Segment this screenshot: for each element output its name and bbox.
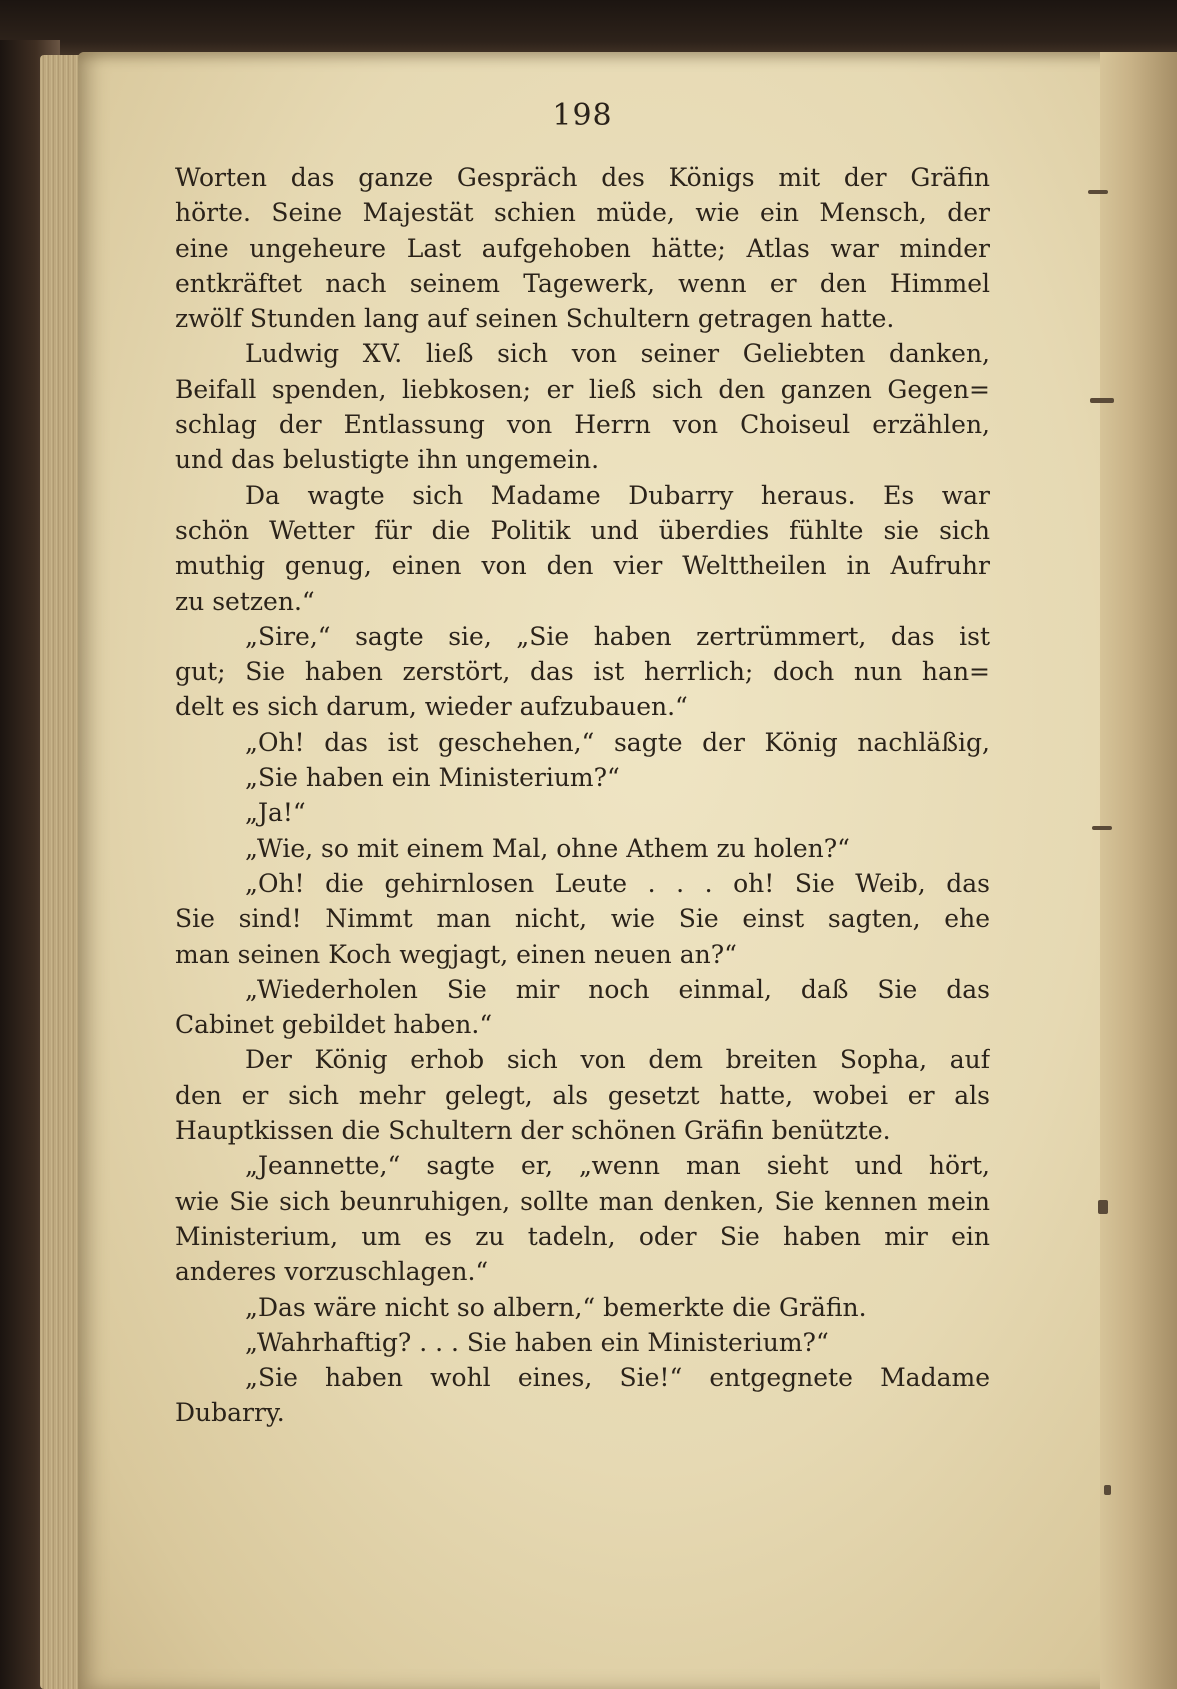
margin-mark bbox=[1092, 826, 1112, 830]
margin-mark bbox=[1104, 1485, 1111, 1495]
text-line: Dubarry. bbox=[175, 1398, 285, 1428]
text-line: „Sie haben wohl eines, Sie!“ entgegnete Madame bbox=[245, 1363, 990, 1393]
text-line: Sie sind! Nimmt man nicht, wie Sie einst sagten, ehe bbox=[175, 904, 990, 934]
text-line: Ludwig XV. ließ sich von seiner Geliebten danken, bbox=[245, 339, 990, 369]
page-number: 198 bbox=[552, 98, 613, 133]
margin-mark bbox=[1098, 1200, 1108, 1214]
text-line: Cabinet gebildet haben.“ bbox=[175, 1010, 493, 1040]
text-line: Der König erhob sich von dem breiten Sopha, auf bbox=[245, 1045, 990, 1075]
text-line: schlag der Entlassung von Herrn von Choiseul erzählen, bbox=[175, 410, 990, 440]
text-line: hörte. Seine Majestät schien müde, wie ein Mensch, der bbox=[175, 198, 990, 228]
text-line: Beifall spenden, liebkosen; er ließ sich den ganzen Gegen= bbox=[175, 374, 990, 404]
text-line: man seinen Koch wegjagt, einen neuen an?“ bbox=[175, 939, 737, 969]
text-line: schön Wetter für die Politik und überdies fühlte sie sich bbox=[175, 515, 990, 545]
text-line: Hauptkissen die Schultern der schönen Gräfin benützte. bbox=[175, 1116, 891, 1146]
text-line: „Das wäre nicht so albern,“ bemerkte die Gräfin. bbox=[245, 1292, 867, 1322]
margin-mark bbox=[1088, 190, 1108, 194]
text-line: Da wagte sich Madame Dubarry heraus. Es war bbox=[245, 480, 990, 510]
text-line: „Wahrhaftig? . . . Sie haben ein Ministerium?“ bbox=[245, 1327, 829, 1357]
text-line: anderes vorzuschlagen.“ bbox=[175, 1257, 489, 1287]
text-line: und das belustigte ihn ungemein. bbox=[175, 445, 600, 475]
text-line: muthig genug, einen von den vier Welttheilen in Aufruhr bbox=[175, 551, 990, 581]
text-line: zwölf Stunden lang auf seinen Schultern getragen hatte. bbox=[175, 304, 895, 334]
text-line: „Oh! die gehirnlosen Leute . . . oh! Sie Weib, das bbox=[245, 868, 990, 898]
text-line: Worten das ganze Gespräch des Königs mit der Gräfin bbox=[175, 163, 990, 192]
text-line: „Ja!“ bbox=[245, 798, 306, 828]
text-line: zu setzen.“ bbox=[175, 586, 315, 616]
text-line: entkräftet nach seinem Tagewerk, wenn er den Himmel bbox=[175, 268, 990, 298]
text-line: „Oh! das ist geschehen,“ sagte der König nachläßig, bbox=[245, 727, 990, 757]
text-line: „Jeannette,“ sagte er, „wenn man sieht und hört, bbox=[245, 1151, 990, 1181]
text-line: „Wie, so mit einem Mal, ohne Athem zu holen?“ bbox=[245, 833, 850, 863]
text-line: den er sich mehr gelegt, als gesetzt hatte, wobei er als bbox=[175, 1080, 990, 1110]
text-line: eine ungeheure Last aufgehoben hätte; Atlas war minder bbox=[175, 233, 990, 263]
text-line: „Wiederholen Sie mir noch einmal, daß Sie das bbox=[245, 974, 990, 1004]
text-line: „Sie haben ein Ministerium?“ bbox=[245, 763, 620, 793]
text-line: delt es sich darum, wieder aufzubauen.“ bbox=[175, 692, 688, 722]
text-line: Ministerium, um es zu tadeln, oder Sie haben mir ein bbox=[175, 1221, 990, 1251]
text-line: „Sire,“ sagte sie, „Sie haben zertrümmert, das ist bbox=[245, 621, 990, 651]
body-text bbox=[175, 160, 990, 1431]
text-line: wie Sie sich beunruhigen, sollte man denken, Sie kennen mein bbox=[175, 1186, 990, 1216]
margin-mark bbox=[1090, 398, 1114, 403]
text-line: gut; Sie haben zerstört, das ist herrlich; doch nun han= bbox=[175, 657, 990, 687]
page-right-margin bbox=[1100, 52, 1177, 1689]
